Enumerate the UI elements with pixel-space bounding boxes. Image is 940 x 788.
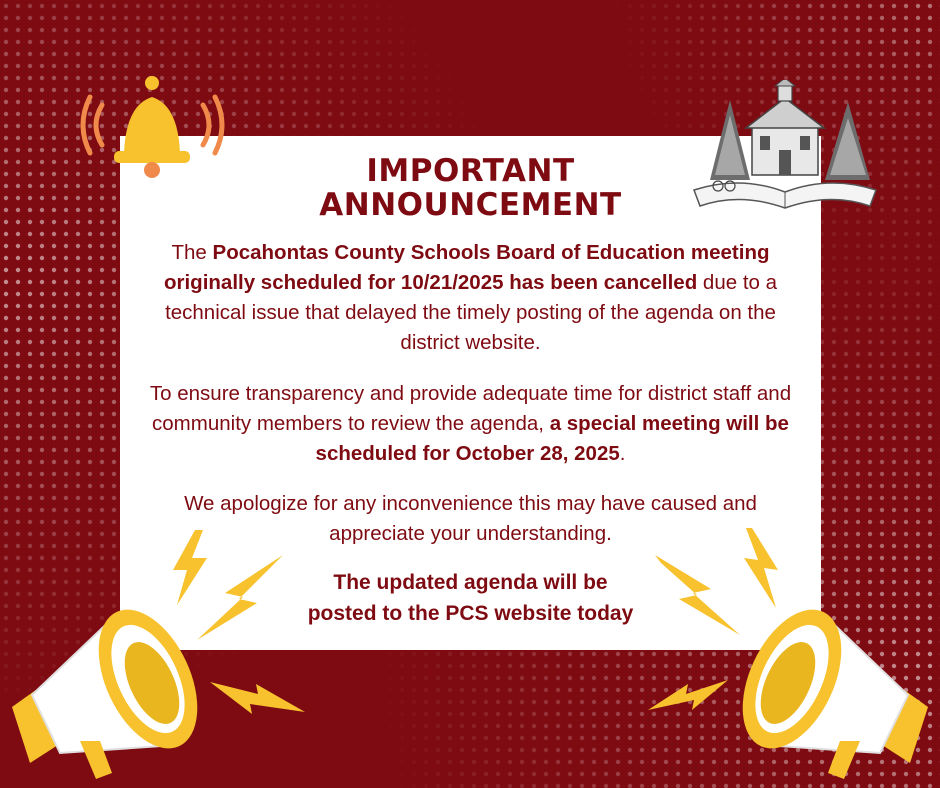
p1-bold-text: Pocahontas County Schools Board of Education meeting originally scheduled for 10/21/2025 has been cancelled	[163, 241, 770, 294]
megaphone-icon	[730, 595, 940, 785]
special-meeting-paragraph	[140, 379, 801, 469]
p2-text-a: To ensure transparency and provide adequate time for district staff and community members to review the agenda,	[149, 382, 792, 435]
lightning-bolt-icon	[210, 672, 305, 717]
agenda-notice-line2: posted to the PCS website today	[307, 602, 634, 625]
p2-text-b: .	[619, 442, 626, 465]
schoolhouse-book-illustration	[690, 80, 880, 210]
p1-text-b: due to a technical issue that delayed the timely posting of the agenda on the district website.	[165, 271, 778, 354]
lightning-bolt-icon	[648, 672, 728, 712]
cancellation-paragraph	[140, 238, 801, 358]
headline-line1: IMPORTANT	[366, 153, 575, 189]
apology-paragraph: We apologize for any inconvenience this may have caused and appreciate your understanding.	[184, 492, 757, 545]
megaphone-icon	[0, 595, 210, 785]
p2-bold-text: a special meeting will be scheduled for October 28, 2025	[315, 412, 789, 465]
headline-line2: ANNOUNCEMENT	[319, 187, 622, 223]
agenda-notice-line1: The updated agenda will be	[333, 571, 608, 594]
bell-icon	[80, 75, 225, 180]
p1-text-a: The	[171, 241, 213, 264]
lightning-bolt-icon	[655, 555, 740, 635]
